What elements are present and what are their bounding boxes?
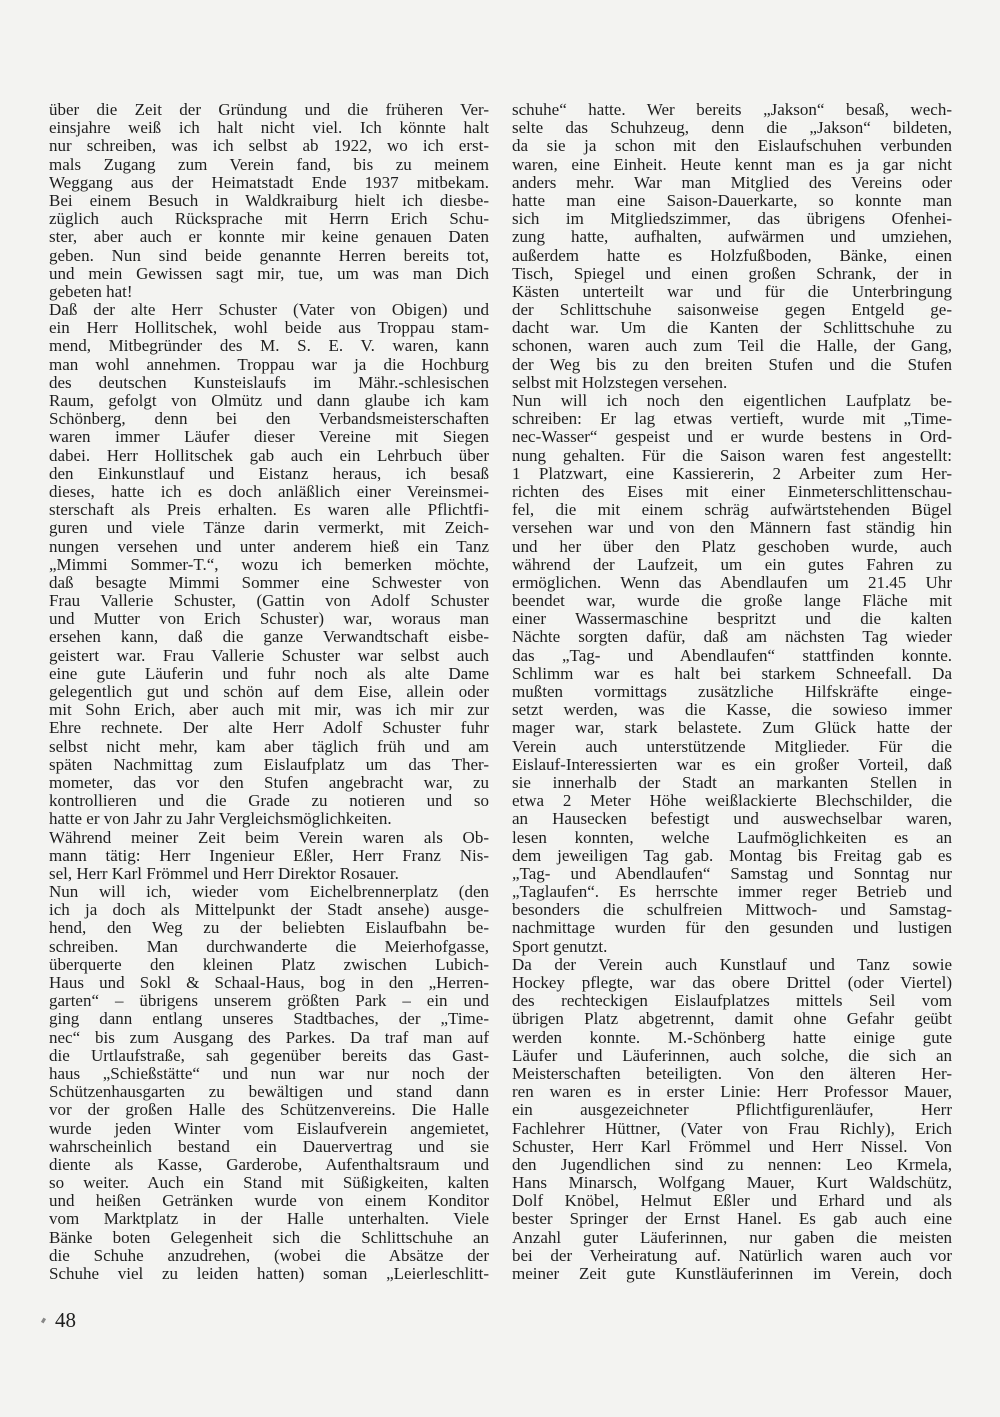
text-line: ein ausgezeichneter Pflichtfigurenläufer, Herr	[512, 1100, 952, 1120]
text-line: Weggang aus der Heimatstadt Ende 1937 mitbekam.	[49, 172, 489, 192]
text-line: Nächte sorgten dafür, daß am nächsten Tag wieder	[512, 627, 952, 647]
text-line: den Einkunstlauf und Eistanz heraus, ich besaß	[49, 463, 489, 483]
text-line: selte das Schuhzeug, denn die „Jakson“ bildeten,	[512, 118, 952, 138]
text-line: Nun will ich noch den eigentlichen Laufplatz be-	[512, 391, 952, 410]
text-line: hend, den Weg zu der beliebten Eislaufbahn be-	[49, 918, 489, 938]
text-line: gelegentlich gut und schön auf dem Eise, allein oder	[49, 682, 489, 701]
text-line: Bei einem Besuch in Waldkraiburg hielt ich diesbe-	[49, 190, 489, 210]
paragraph	[512, 101, 952, 392]
text-line: Haus und Sokl & Schaal-Haus, bog in den „Herren-	[49, 973, 489, 992]
text-line: Raum, gefolgt von Olmütz und dann glaube ich kam	[49, 391, 489, 410]
text-line: wurde jeden Winter vom Eislaufverein angemietet,	[49, 1118, 489, 1138]
text-line: 1 Platzwart, eine Kassiererin, 2 Arbeiter zum Her-	[512, 463, 952, 483]
paragraph	[512, 392, 952, 956]
text-line: Sport genutzt.	[512, 936, 608, 956]
text-line: sie innerhalb der Stadt an markanten Stellen in	[512, 772, 952, 792]
scan-speck	[41, 1318, 46, 1324]
text-line: geistert war. Frau Vallerie Schuster war selbst auch	[49, 645, 489, 665]
text-line: nec“ bis zum Ausgang des Parkes. Da traf man auf	[49, 1027, 489, 1047]
text-line: garten“ – übrigens unserem größten Park – ein und	[49, 991, 489, 1011]
text-line: wahrscheinlich bestand ein Dauervertrag und sie	[49, 1136, 489, 1156]
text-line: gebeten hat!	[49, 281, 133, 301]
text-line: Dolf Knöbel, Helmut Eßler und Erhard und als	[512, 1191, 952, 1211]
text-line: mend, Mitbegründer des M. S. E. V. waren, kann	[49, 336, 489, 356]
text-line: schuhe“ hatte. Wer bereits „Jakson“ besaß, wech-	[512, 100, 952, 119]
text-line: einsjahre weiß ich halt nicht viel. Ich könnte halt	[49, 118, 489, 138]
text-line: werden konnte. M.-Schönberg hatte einige gute	[512, 1027, 952, 1047]
text-line: diente als Kasse, Garderobe, Aufenthaltsraum und	[49, 1154, 489, 1174]
text-line: des deutschen Kunsteislaufs im Mähr.-schlesischen	[49, 372, 489, 392]
text-line: mals Zugang zum Verein fand, bis zu meinem	[49, 154, 489, 174]
text-line: überquerte den kleinen Platz zwischen Lubich-	[49, 954, 489, 974]
text-line: während der Laufzeit, um ein gutes Fahren zu	[512, 554, 952, 574]
text-line: Verein auch unterstützende Mitglieder. Für die	[512, 736, 952, 756]
text-line: den Jugendlichen sind zu nennen: Leo Krmela,	[512, 1154, 952, 1174]
paragraph	[512, 956, 952, 1283]
text-line: schonen, waren auch zum Teil die Halle, der Gang,	[512, 336, 952, 356]
text-line: versehen war und von den Männern fast ständig hin	[512, 518, 952, 538]
text-line: Eislauf-Interessierten war es ein großer Vorteil, daß	[512, 754, 952, 774]
text-column-left	[49, 101, 489, 1283]
text-line: so weiter. Auch ein Stand mit Süßigkeiten, kalten	[49, 1173, 489, 1193]
text-column-right	[512, 101, 952, 1283]
text-line: übrigen Platz abgetrennt, damit ohne Gefahr geübt	[512, 1009, 952, 1029]
text-line: mager war, stark belastete. Zum Glück hatte der	[512, 718, 952, 738]
text-line: geben. Nun sind beide genannte Herren bereits tot,	[49, 245, 489, 265]
text-line: Schuster, Herr Karl Frömmel und Herr Nissel. Von	[512, 1136, 952, 1156]
text-line: richten des Eises mit einer Einmeterschlittenschau-	[512, 481, 952, 501]
text-line: bei der Verheiratung auf. Natürlich waren auch vor	[512, 1245, 952, 1265]
text-line: sel, Herr Karl Frömmel und Herr Direktor Rosauer.	[49, 863, 399, 883]
text-line: sich im Mitgliedszimmer, das übrigens Ofenhei-	[512, 209, 952, 229]
paragraph	[49, 301, 489, 828]
text-line: selbst mit Holzstegen versehen.	[512, 372, 728, 392]
text-line: Nun will ich, wieder vom Eichelbrennerplatz (den	[49, 882, 489, 902]
text-line: einer Wassermaschine bespritzt und die kalten	[512, 609, 952, 629]
text-line: Schützenhausgarten zu bewältigen und stand dann	[49, 1082, 489, 1102]
text-line: lesen konnten, welche Laufmöglichkeiten es an	[512, 827, 952, 847]
text-line: fel, die mit einem schräg aufwärtstehenden Bügel	[512, 500, 952, 520]
text-line: Hockey pflegte, war das obere Drittel (oder Viertel)	[512, 973, 952, 992]
text-line: mann tätig: Herr Ingenieur Eßler, Herr Franz Nis-	[49, 845, 489, 865]
text-line: anders mehr. War man Mitglied des Vereins oder	[512, 172, 952, 192]
text-line: Kästen unterteilt war und für die Unterbringung	[512, 281, 952, 301]
text-line: Da der Verein auch Kunstlauf und Tanz sowie	[512, 954, 952, 974]
text-line: späten Nachmittag zum Eislaufplatz um das Ther-	[49, 754, 489, 774]
text-line: ermöglichen. Wenn das Abendlaufen um 21.45 Uhr	[512, 572, 952, 592]
text-line: ich ja doch als Mittelpunkt der Stadt ansehe) ausge-	[49, 900, 489, 920]
text-line: Frau Vallerie Schuster, (Gattin von Adolf Schuster	[49, 591, 489, 611]
text-line: da sie ja schon mit den Eislaufschuhen verbunden	[512, 136, 952, 156]
text-line: und heißen Getränken wurde von einem Konditor	[49, 1191, 489, 1211]
text-line: hatte er von Jahr zu Jahr Vergleichsmöglichkeiten.	[49, 809, 392, 829]
text-line: dacht war. Um die Kanten der Schlittschuhe zu	[512, 318, 952, 338]
text-line: Schlimm war es halt bei starkem Schneefall. Da	[512, 663, 952, 683]
text-line: des rechteckigen Eislaufplatzes mittels Seil vom	[512, 991, 952, 1011]
text-line: haus „Schießstätte“ und nun war nur noch der	[49, 1063, 489, 1083]
text-line: beendet war, wurde die große lange Fläche mit	[512, 591, 952, 611]
text-line: schreiben. Man durchwanderte die Meierhofgasse,	[49, 936, 489, 956]
text-line: sterschaft als Preis erhalten. Es waren alle Pflichtfi-	[49, 500, 489, 520]
text-line: ren waren es in erster Linie: Herr Professor Mauer,	[512, 1082, 952, 1102]
text-line: Läufer und Läuferinnen, auch solche, die sich an	[512, 1045, 952, 1065]
text-line: nec-Wasser“ gespeist und er wurde bestens in Ord-	[512, 427, 952, 447]
text-line: zung hatte, aufhalten, aufwärmen und umziehen,	[512, 227, 952, 247]
text-line: nur schreiben, was ich selbst ab 1922, wo ich erst-	[49, 136, 489, 156]
text-line: Schuhe viel zu leiden hatten) soman „Leierleschlitt-	[49, 1264, 489, 1283]
text-line: Anzahl guter Läuferinnen, nur gaben die meisten	[512, 1227, 952, 1247]
text-line: mußten vormittags zusätzliche Hilfskräfte einge-	[512, 682, 952, 701]
text-line: nungen versehen und unter anderem hieß ein Tanz	[49, 536, 489, 556]
text-line: züglich auch Rücksprache mit Herrn Erich Schu-	[49, 209, 489, 229]
text-line: der Weg bis zu den breiten Stufen und die Stufen	[512, 354, 952, 374]
text-line: besonders die schulfreien Mittwoch- und Samstag-	[512, 900, 952, 920]
text-line: dem jeweiligen Tag gab. Montag bis Freitag gab es	[512, 845, 952, 865]
text-line: der Schlittschuhe saisonweise gegen Entgeld ge-	[512, 300, 952, 320]
text-line: Hans Minarsch, Wolfgang Mauer, Kurt Waldschütz,	[512, 1173, 952, 1193]
text-line: ster, aber auch er konnte mir keine genauen Daten	[49, 227, 489, 247]
text-line: ersehen kann, daß die ganze Verwandtschaft eisbe-	[49, 627, 489, 647]
text-line: bester Springer der Ernst Hanel. Es gab auch eine	[512, 1209, 952, 1229]
text-line: Bänke boten Gelegenheit sich die Schlittschuhe an	[49, 1227, 489, 1247]
text-line: ging dann entlang unseres Stadtbaches, der „Time-	[49, 1009, 489, 1029]
text-line: nung gehalten. Für die Saison waren fest angestellt:	[512, 445, 952, 465]
text-line: Daß der alte Herr Schuster (Vater von Obigen) und	[49, 300, 489, 320]
paragraph	[49, 829, 489, 884]
text-line: dieses, hatte ich es doch anläßlich einer Vereinsmei-	[49, 481, 489, 501]
text-line: Während meiner Zeit beim Verein waren als Ob-	[49, 827, 489, 847]
text-line: „Taglaufen“. Es herrschte immer reger Betrieb und	[512, 882, 952, 902]
text-line: hatte man eine Saison-Dauerkarte, so konnte man	[512, 190, 952, 210]
text-line: außerdem hatte es Holzfußboden, Bänke, einen	[512, 245, 952, 265]
text-line: meiner Zeit gute Kunstläuferinnen im Verein, doch	[512, 1264, 952, 1283]
text-line: eine gute Läuferin und fuhr noch als alte Dame	[49, 663, 489, 683]
text-line: schreiben: Er lag etwas vertieft, wurde mit „Time-	[512, 409, 952, 429]
text-line: die Schuhe anzudrehen, (wobei die Absätze der	[49, 1245, 489, 1265]
text-line: nachmittage wurden für den gesunden und lustigen	[512, 918, 952, 938]
text-line: man wohl annehmen. Troppau war ja die Hochburg	[49, 354, 489, 374]
text-line: Schönberg, denn bei den Verbandsmeisterschaften	[49, 409, 489, 429]
text-line: waren, eine Einheit. Heute kennt man es ja gar nicht	[512, 154, 952, 174]
text-line: und her über den Platz geschoben wurde, auch	[512, 536, 952, 556]
text-line: über die Zeit der Gründung und die früheren Ver-	[49, 100, 489, 119]
text-line: Ehre rechnete. Der alte Herr Adolf Schuster fuhr	[49, 718, 489, 738]
text-line: setzt werden, was die Kasse, die sowieso immer	[512, 700, 952, 720]
text-line: die Urtlaufstraße, sah gegenüber bereits das Gast-	[49, 1045, 489, 1065]
paragraph	[49, 101, 489, 301]
text-line: und mein Gewissen sagt mir, tue, um was man Dich	[49, 263, 489, 283]
text-line: kontrollieren und die Grade zu notieren und so	[49, 791, 489, 811]
page-number: 48	[55, 1308, 76, 1332]
text-line: Tisch, Spiegel und einen großen Schrank, der in	[512, 263, 952, 283]
text-line: „Mimmi Sommer-T.“, wozu ich bemerken möchte,	[49, 554, 489, 574]
text-line: Fachlehrer Hüttner, (Vater von Frau Richly), Erich	[512, 1118, 952, 1138]
text-line: guren und viele Tänze darin vermerkt, mit Zeich-	[49, 518, 489, 538]
text-line: das „Tag- und Abendlaufen“ stattfinden konnte.	[512, 645, 952, 665]
text-line: ein Herr Hollitschek, wohl beide aus Troppau stam-	[49, 318, 489, 338]
text-line: etwa 2 Meter Höhe weißlackierte Blechschilder, die	[512, 791, 952, 811]
paragraph	[49, 883, 489, 1283]
text-line: mometer, das vor den Stufen angebracht war, zu	[49, 772, 489, 792]
text-line: vor der großen Halle des Schützenvereins. Die Halle	[49, 1100, 489, 1120]
text-line: und Mutter von Erich Schuster) war, woraus man	[49, 609, 489, 629]
text-line: an Hausecken befestigt und auswechselbar waren,	[512, 809, 952, 829]
text-line: daß besagte Mimmi Sommer eine Schwester von	[49, 572, 489, 592]
text-line: Meisterschaften beteiligten. Von den älteren Her-	[512, 1063, 952, 1083]
text-line: vom Marktplatz in der Halle unterhalten. Viele	[49, 1209, 489, 1229]
text-line: waren immer Läufer dieser Vereine mit Siegen	[49, 427, 489, 447]
text-line: dabei. Herr Hollitschek gab auch ein Lehrbuch über	[49, 445, 489, 465]
text-line: selbst nicht mehr, kam aber täglich früh und am	[49, 736, 489, 756]
text-line: „Tag- und Abendlaufen“ Samstag und Sonntag nur	[512, 863, 952, 883]
text-line: mit Sohn Erich, aber auch mit mir, was ich mir zur	[49, 700, 489, 720]
